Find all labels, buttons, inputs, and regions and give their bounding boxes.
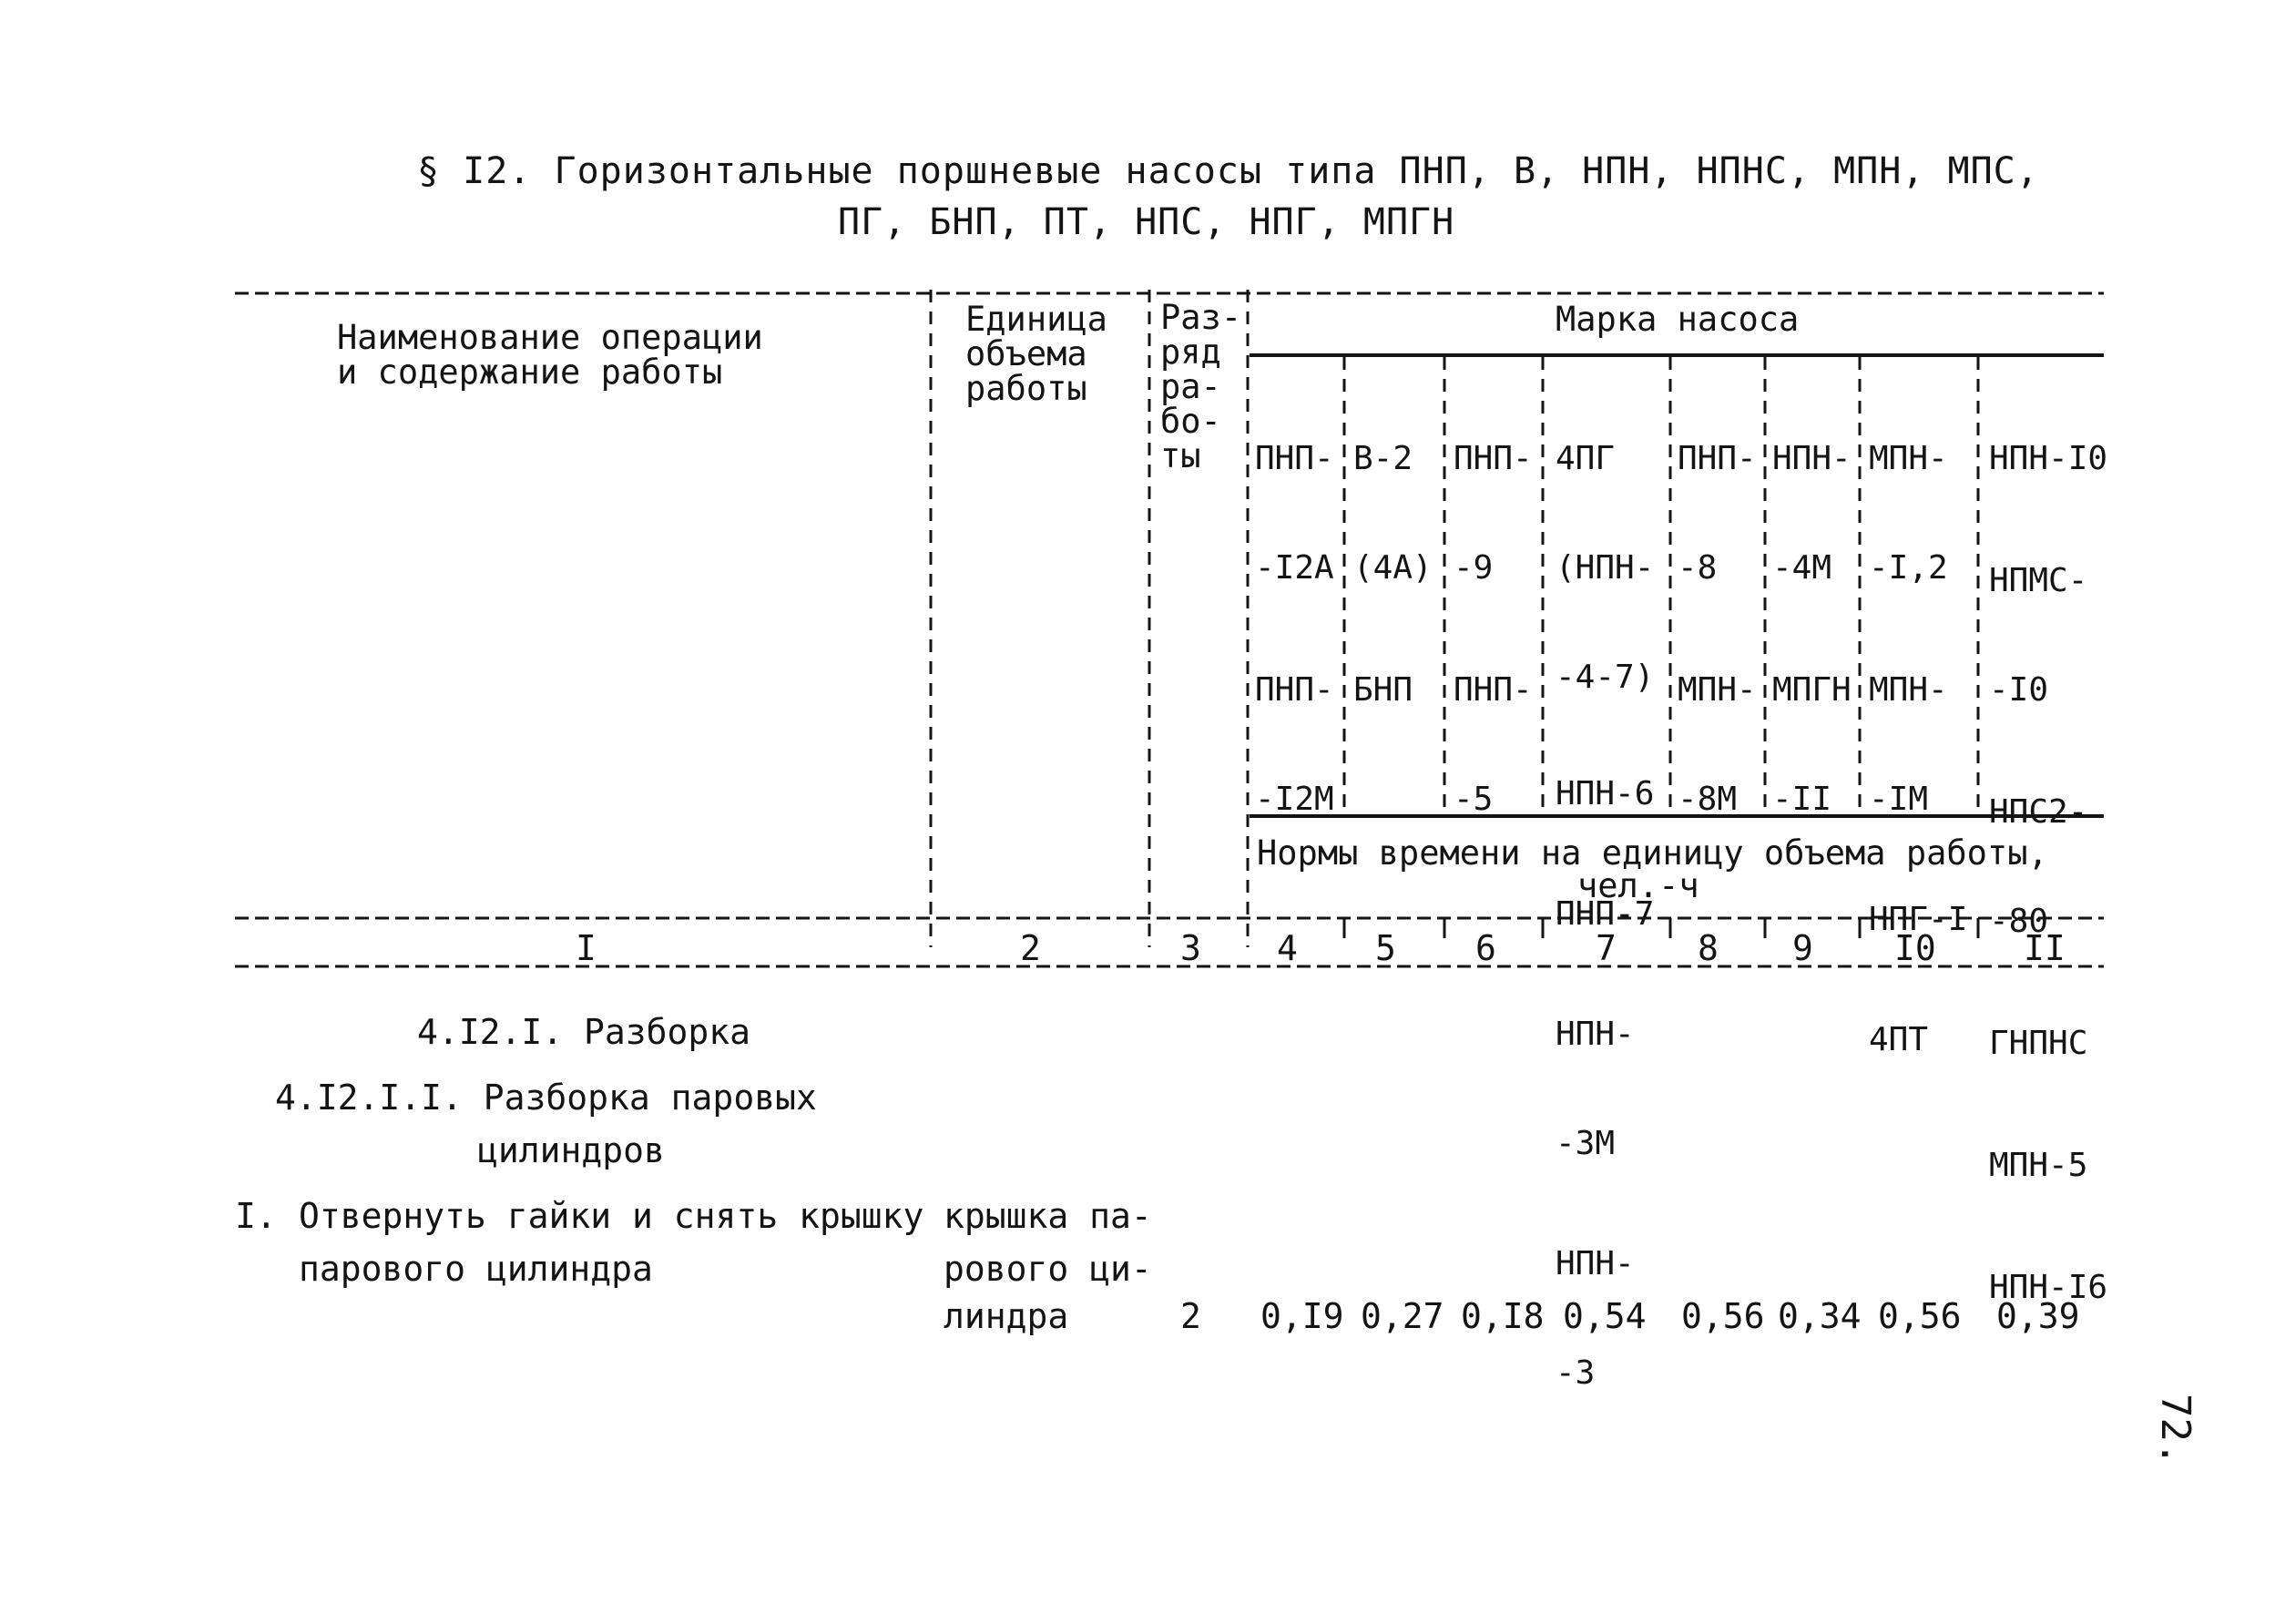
brand-item: -I,2 bbox=[1869, 549, 1948, 587]
column-number-5: 5 bbox=[1375, 928, 1396, 968]
brand-item: -I2А bbox=[1255, 549, 1334, 587]
row-unit-line3: линдра bbox=[944, 1296, 1069, 1336]
column-number-11: II bbox=[2024, 928, 2066, 968]
brand-item: -I0 bbox=[1989, 671, 2049, 709]
brand-item: НПГ-I bbox=[1869, 901, 1968, 938]
brand-item: НПН-I6 bbox=[1989, 1269, 2108, 1306]
brand-item: МПГН bbox=[1772, 671, 1852, 709]
row-value-col10: 0,56 bbox=[1878, 1296, 1962, 1336]
header-unit-line2: объема bbox=[965, 334, 1087, 373]
brand-col-8 bbox=[1678, 368, 1757, 854]
brand-col-9 bbox=[1772, 368, 1852, 854]
column-number-6: 6 bbox=[1475, 928, 1496, 968]
brand-item: -IМ bbox=[1869, 781, 1929, 818]
column-number-3: 3 bbox=[1180, 928, 1201, 968]
brand-item: НПС2- bbox=[1989, 793, 2088, 831]
brand-item: 4ПГ bbox=[1556, 440, 1616, 477]
brand-item: НПН- bbox=[1556, 1245, 1635, 1282]
row-value-col5: 0,27 bbox=[1361, 1296, 1444, 1336]
header-brand: Марка насоса bbox=[1556, 300, 1800, 339]
brand-item: -8 bbox=[1678, 549, 1718, 587]
brand-item: НПМС- bbox=[1989, 562, 2088, 599]
header-operation-line2: и содержание работы bbox=[337, 352, 723, 392]
brand-item: -80 bbox=[1989, 903, 2049, 940]
brand-item: ПНП- bbox=[1678, 440, 1757, 477]
header-grade-line4: бо- bbox=[1160, 402, 1221, 441]
brand-item: В-2 bbox=[1353, 440, 1413, 477]
brand-item: (НПН- bbox=[1556, 549, 1655, 587]
row-operation-line2: парового цилиндра bbox=[299, 1249, 653, 1289]
row-number: I. bbox=[235, 1196, 277, 1236]
brand-col-10 bbox=[1869, 368, 1967, 1095]
brand-item: ПНП- bbox=[1454, 440, 1533, 477]
page-number: 72. bbox=[2152, 1394, 2198, 1466]
brand-item: НПН- bbox=[1772, 440, 1852, 477]
row-unit-line2: рового ци- bbox=[944, 1249, 1152, 1289]
brand-item: МПН-5 bbox=[1989, 1147, 2088, 1184]
header-grade-line5: ты bbox=[1160, 436, 1201, 475]
row-value-col11: 0,39 bbox=[1996, 1296, 2080, 1336]
header-unit-line3: работы bbox=[965, 369, 1087, 408]
brand-item: БНП bbox=[1353, 671, 1413, 709]
brand-item: (4А) bbox=[1353, 549, 1433, 587]
row-value-col6: 0,I8 bbox=[1461, 1296, 1545, 1336]
subsection-heading-line1: 4.I2.I.I. Разборка паровых bbox=[275, 1078, 817, 1118]
brand-item: -8М bbox=[1678, 781, 1738, 818]
column-number-2: 2 bbox=[1020, 928, 1041, 968]
header-unit-line1: Единица bbox=[965, 300, 1107, 339]
brand-item: -3М bbox=[1556, 1125, 1616, 1162]
brand-item: -5 bbox=[1454, 781, 1494, 818]
brand-item: НПН-I0 bbox=[1989, 440, 2108, 477]
brand-item: -9 bbox=[1454, 549, 1494, 587]
section-title-line2: ПГ, БНП, ПТ, НПС, НПГ, МПГН bbox=[838, 201, 1455, 243]
row-operation-line1: Отвернуть гайки и снять крышку bbox=[299, 1196, 924, 1236]
header-grade-line2: ряд bbox=[1160, 332, 1221, 372]
norms-caption-line2: чел.-ч bbox=[1577, 866, 1699, 905]
brand-item: -4-7) bbox=[1556, 659, 1655, 696]
row-value-col9: 0,34 bbox=[1778, 1296, 1862, 1336]
column-number-10: I0 bbox=[1894, 928, 1936, 968]
row-unit-line1: крышка па- bbox=[944, 1196, 1152, 1236]
column-number-7: 7 bbox=[1596, 928, 1617, 968]
brand-item: -4М bbox=[1772, 549, 1832, 587]
row-value-col8: 0,56 bbox=[1681, 1296, 1765, 1336]
brand-item: -I2М bbox=[1255, 781, 1334, 818]
brand-item: НПН- bbox=[1556, 1016, 1635, 1053]
row-value-col7: 0,54 bbox=[1563, 1296, 1647, 1336]
row-value-col4: 0,I9 bbox=[1260, 1296, 1344, 1336]
brand-item: ПНП- bbox=[1255, 671, 1334, 709]
brand-item: МПН- bbox=[1678, 671, 1757, 709]
section-title-line1: § I2. Горизонтальные поршневые насосы типа ПНП, В, НПН, НПНС, МПН, МПС, bbox=[417, 150, 2039, 192]
norms-caption-line1: Нормы времени на единицу объема работы, bbox=[1257, 833, 2048, 873]
brand-item: МПН- bbox=[1869, 671, 1948, 709]
header-grade-line1: Раз- bbox=[1160, 298, 1242, 337]
subsection-heading-line2: цилиндров bbox=[477, 1130, 665, 1170]
section-heading-disassembly: 4.I2.I. Разборка bbox=[417, 1012, 751, 1052]
brand-item: ПНП- bbox=[1255, 440, 1334, 477]
row-grade: 2 bbox=[1180, 1296, 1201, 1336]
brand-item: ГНПНС bbox=[1989, 1025, 2088, 1062]
header-operation-line1: Наименование операции bbox=[337, 318, 763, 357]
column-number-8: 8 bbox=[1698, 928, 1719, 968]
brand-col-5 bbox=[1353, 368, 1433, 745]
brand-item: ПНП-7 bbox=[1556, 895, 1655, 933]
brand-col-4 bbox=[1255, 368, 1334, 854]
brand-item: -II bbox=[1772, 781, 1832, 818]
brand-item: НПН-6 bbox=[1556, 775, 1655, 812]
brand-col-6 bbox=[1454, 368, 1533, 854]
column-number-9: 9 bbox=[1792, 928, 1813, 968]
brand-item: ПНП- bbox=[1454, 671, 1533, 709]
brand-item: 4ПТ bbox=[1869, 1021, 1929, 1058]
brand-item: МПН- bbox=[1869, 440, 1948, 477]
brand-item: -3 bbox=[1556, 1354, 1596, 1392]
column-number-4: 4 bbox=[1277, 928, 1298, 968]
column-number-1: I bbox=[576, 928, 597, 968]
header-grade-line3: ра- bbox=[1160, 367, 1221, 406]
